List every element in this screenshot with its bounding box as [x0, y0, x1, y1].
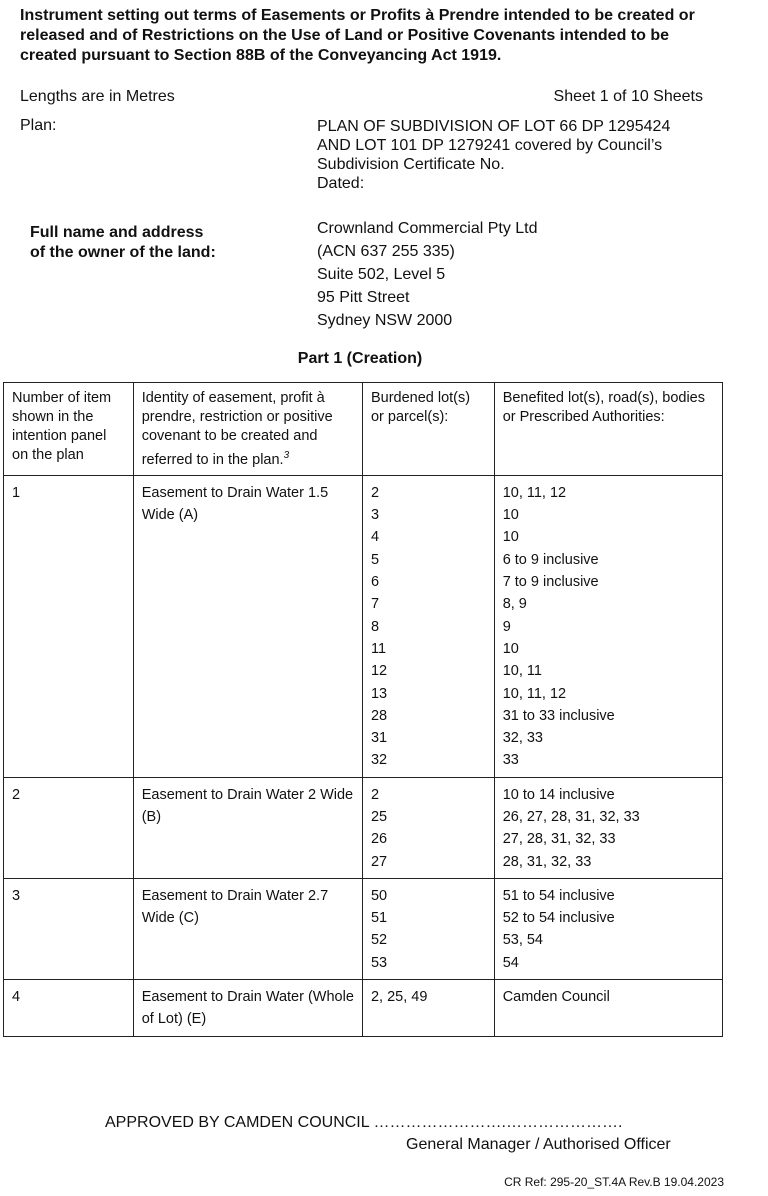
reference-code: CR Ref: 295-20_ST.4A Rev.B 19.04.2023 [504, 1175, 724, 1189]
cell-benefited-entry: 10, 11 [502, 663, 542, 680]
signatory-title: General Manager / Authorised Officer [406, 1136, 671, 1153]
cell-benefited-entry: 51 to 54 inclusive [502, 887, 615, 904]
cell-identity: Easement to Drain Water 2.7 Wide (C) [133, 878, 362, 979]
part-title: Part 1 (Creation) [297, 350, 423, 367]
owner-label-line: of the owner of the land: [30, 244, 216, 261]
cell-burdened-entry: 13 [370, 685, 388, 702]
plan-line: Subdivision Certificate No. [317, 156, 505, 173]
plan-line: AND LOT 101 DP 1279241 covered by Council’s [317, 137, 663, 154]
cell-burdened-entry: 11 [370, 640, 387, 657]
cell-benefited-entry: Camden Council [502, 989, 610, 1006]
cell-item-number: 2 [4, 777, 134, 878]
cell-benefited-entry: 10, 11, 12 [502, 685, 567, 702]
cell-burdened-entry: 2 [370, 786, 380, 803]
cell-benefited-entry: 10 [502, 507, 519, 524]
easements-table [3, 382, 723, 1037]
cell-benefited-entry: 10 [502, 640, 519, 657]
cell-burdened [362, 980, 494, 1037]
cell-burdened-entry: 5 [370, 551, 380, 568]
cell-benefited-entry: 32, 33 [502, 730, 544, 747]
document-heading: Instrument setting out terms of Easements or Profits à Prendre intended to be created or released and of Restrictions on the Use of Land or Positive Covenants intended to be created pursuant to Section 88B of the Conveyancing Act 1919. [20, 7, 695, 64]
plan-description [317, 117, 717, 193]
owner-line: (ACN 637 255 335) [317, 243, 455, 260]
header-benefited: Benefited lot(s), road(s), bodies or Prescribed Authorities: [494, 383, 722, 476]
plan-label: Plan: [20, 117, 57, 134]
owner-label-line: Full name and address [30, 224, 204, 241]
cell-benefited [494, 980, 722, 1037]
cell-item-number: 3 [4, 878, 134, 979]
cell-benefited-entry: 10 [502, 529, 519, 546]
owner-line: Suite 502, Level 5 [317, 266, 446, 283]
cell-benefited-entry: 8, 9 [502, 596, 527, 613]
cell-burdened-entry: 27 [370, 853, 388, 870]
footnote-marker: 3 [283, 450, 290, 461]
cell-burdened-entry: 53 [370, 954, 388, 971]
cell-item-number: 1 [4, 475, 134, 777]
cell-burdened-entry: 32 [370, 752, 388, 769]
cell-benefited-entry: 53, 54 [502, 932, 544, 949]
cell-item-number: 4 [4, 980, 134, 1037]
cell-benefited-entry: 33 [502, 752, 519, 769]
cell-burdened-entry: 50 [370, 887, 388, 904]
owner-line: Crownland Commercial Pty Ltd [317, 220, 538, 237]
header-identity [133, 383, 362, 476]
table-row [4, 475, 723, 777]
table-header-row [4, 383, 723, 476]
owner-address [317, 217, 538, 332]
cell-burdened-entry: 52 [370, 932, 388, 949]
cell-benefited-entry: 26, 27, 28, 31, 32, 33 [502, 808, 640, 825]
table-row [4, 777, 723, 878]
sheet-info: Sheet 1 of 10 Sheets [553, 88, 703, 105]
cell-identity: Easement to Drain Water 2 Wide (B) [133, 777, 362, 878]
cell-burdened-entry: 6 [370, 574, 380, 591]
lengths-note: Lengths are in Metres [20, 88, 175, 105]
cell-identity: Easement to Drain Water 1.5 Wide (A) [133, 475, 362, 777]
plan-line: Dated: [317, 175, 365, 192]
cell-benefited-entry: 7 to 9 inclusive [502, 574, 599, 591]
owner-line: Sydney NSW 2000 [317, 312, 453, 329]
header-burdened: Burdened lot(s) or parcel(s): [362, 383, 494, 476]
cell-burdened-entry: 3 [370, 507, 380, 524]
cell-benefited-entry: 6 to 9 inclusive [502, 551, 599, 568]
header-identity-text: Identity of easement, profit à prendre, restriction or positive covenant to be created and referred to in the plan. [141, 390, 333, 468]
owner-label [30, 223, 216, 263]
cell-burdened-entry: 26 [370, 831, 388, 848]
cell-burdened-entry: 7 [370, 596, 380, 613]
cell-burdened-entry: 8 [370, 618, 380, 635]
cell-burdened-entry: 2 [370, 484, 380, 501]
cell-burdened-entry: 2, 25, 49 [370, 989, 428, 1006]
cell-benefited [494, 777, 722, 878]
cell-burdened [362, 777, 494, 878]
cell-burdened-entry: 25 [370, 808, 388, 825]
cell-burdened [362, 878, 494, 979]
cell-benefited [494, 878, 722, 979]
cell-benefited-entry: 10 to 14 inclusive [502, 786, 615, 803]
cell-benefited-entry: 52 to 54 inclusive [502, 910, 615, 927]
table-row [4, 878, 723, 979]
cell-benefited [494, 475, 722, 777]
cell-burdened [362, 475, 494, 777]
owner-line: 95 Pitt Street [317, 289, 410, 306]
cell-benefited-entry: 10, 11, 12 [502, 484, 567, 501]
cell-burdened-entry: 12 [370, 663, 388, 680]
cell-benefited-entry: 27, 28, 31, 32, 33 [502, 831, 616, 848]
plan-line: PLAN OF SUBDIVISION OF LOT 66 DP 1295424 [317, 118, 671, 135]
cell-identity: Easement to Drain Water (Whole of Lot) (E) [133, 980, 362, 1037]
cell-burdened-entry: 4 [370, 529, 380, 546]
cell-benefited-entry: 28, 31, 32, 33 [502, 853, 592, 870]
cell-burdened-entry: 51 [370, 910, 388, 927]
cell-benefited-entry: 31 to 33 inclusive [502, 707, 615, 724]
cell-burdened-entry: 31 [370, 730, 388, 747]
cell-benefited-entry: 54 [502, 954, 519, 971]
cell-burdened-entry: 28 [370, 707, 388, 724]
approval-line: APPROVED BY CAMDEN COUNCIL …………………….…………………. [105, 1114, 623, 1131]
header-item-number: Number of item shown in the intention panel on the plan [4, 383, 134, 476]
table-row [4, 980, 723, 1037]
cell-benefited-entry: 9 [502, 618, 511, 635]
